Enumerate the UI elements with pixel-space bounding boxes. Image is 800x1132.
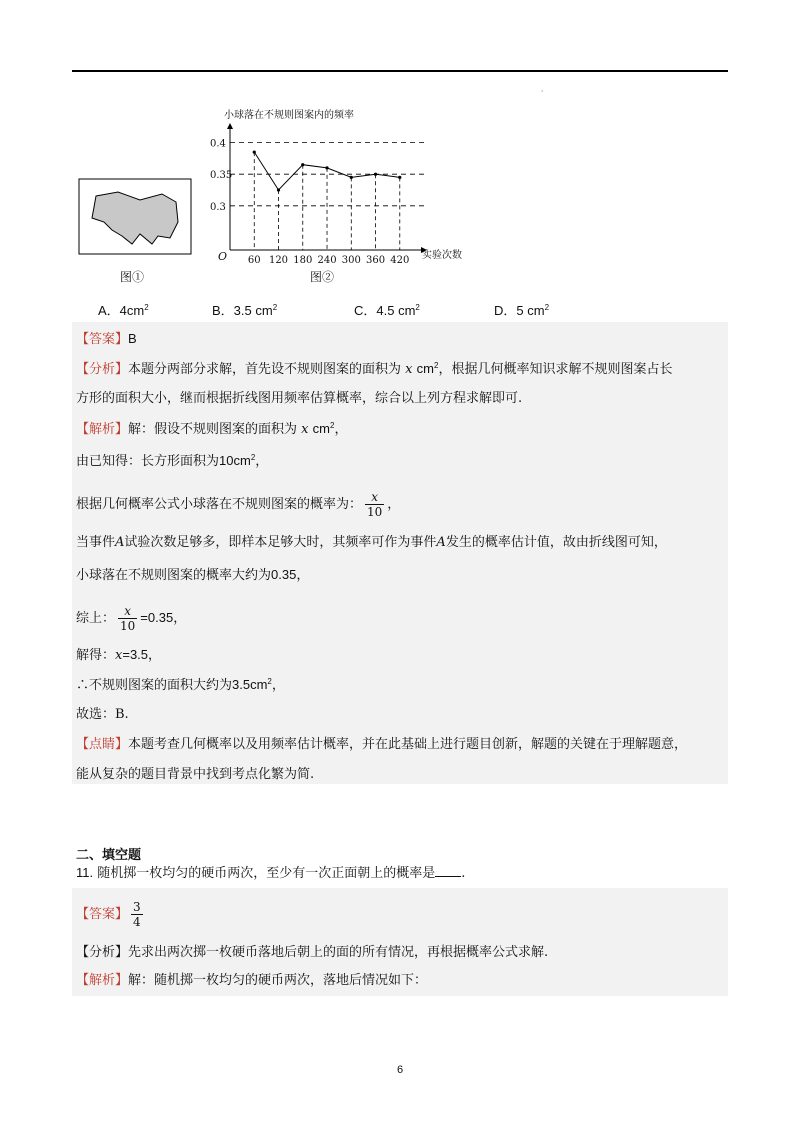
data-point-120 [277,188,280,191]
q10-comment-line-2: 能从复杂的题目背景中找到考点化繁为简. [76,767,315,782]
q10-solution-line-7: 解得：x=3.5， [76,647,162,663]
answer-choices [98,300,738,320]
q10-solution-line-2: 由已知得：长方形面积为$10cm^2$， [76,453,269,469]
figure-2-chart [196,100,462,275]
q11-question: 11. 随机掷一枚均匀的硬币两次，至少有一次正面朝上的概率是 . [76,865,466,881]
q10-solution-line-3: 根据几何概率公式小球落在不规则图案的概率为： $\frac{x}{10}$ ， [76,490,401,519]
grid-lines [230,143,426,206]
q11-analysis: 【分析】先求出两次掷一枚硬币落地后朝上的面的所有情况，再根据概率公式求解. [76,945,549,960]
y-tick-0.3: 0.3 [210,201,226,213]
q10-solution-line-9: 故选：B. [76,707,129,722]
data-point-240 [325,166,328,169]
y-tick-labels [210,139,232,213]
figure-1-caption: 图① [120,270,145,284]
header-rule [72,70,728,72]
answer-blank [435,864,461,877]
data-point-60 [253,151,256,154]
x-tick-180: 180 [293,255,313,266]
q10-solution-line-1: 【解析】解：假设不规则图案的面积为 x $cm^2$， [76,421,348,437]
x-tick-60: 60 [247,255,261,266]
origin-label: O [218,250,228,263]
x-tick-420: 420 [390,255,410,266]
page-number: 6 [396,1064,404,1076]
figure-2-caption: 图② [310,270,335,284]
y-tick-0.4: 0.4 [210,138,226,150]
q11-answer: 【答案】 $\frac{3}{4}$ [76,900,141,929]
y-tick-0.35: 0.35 [210,170,233,182]
data-point-360 [374,173,377,176]
x-tick-labels [248,255,409,266]
choice-a: A．$4cm^2$ [98,303,149,318]
choice-c: C．4.5 $cm^2$ [354,303,420,318]
choice-b: B．3.5 $cm^2$ [212,303,278,318]
q10-solution-line-6: 综上： $\frac{x}{10}$ =0.35， [76,604,187,633]
q10-analysis-line-2: 方形的面积大小，继而根据折线图用频率估算概率，综合以上列方程求解即可. [76,391,523,406]
q10-analysis-line-1: 【分析】本题分两部分求解，首先设不规则图案的面积为 x $cm^2$，根据几何概率知识求解不规则图案占长 [76,361,673,377]
x-tick-360: 360 [365,255,386,266]
choice-d: D．5 $cm^2$ [494,303,550,318]
section-title: 二、填空题 [76,848,142,863]
data-point-180 [301,163,304,166]
y-axis-label: 小球落在不规则图案内的频率 [224,110,354,121]
x-tick-300: 300 [341,255,361,266]
q11-solution: 【解析】解：随机掷一枚均匀的硬币两次，落地后情况如下： [76,973,428,988]
q10-solution-line-8: ∴不规则图案的面积大约为$3.5cm^2$， [76,677,285,693]
q10-solution-line-4: 当事件A试验次数足够多，即样本足够大时，其频率可作为事件A发生的概率估计值，故由折线图可知， [76,535,667,550]
x-axis-label: 实验次数 [422,250,462,261]
data-point-420 [398,176,401,179]
q10-solution-line-5: 小球落在不规则图案的概率大约为0.35， [76,567,310,583]
q10-comment-line-1: 【点睛】本题考查几何概率以及用频率估计概率，并在此基础上进行题目创新，解题的关键在于理解题意， [76,737,688,752]
fraction-3-over-4: $\frac{3}{4}$ [133,900,141,929]
x-tick-120: 120 [268,255,289,266]
fraction-x-over-10: $\frac{x}{10}$ [367,490,383,519]
header-mark: , [541,84,544,93]
figure-1-rectangle [78,178,192,255]
x-tick-240: 240 [317,255,337,266]
q10-answer: 【答案】B [76,331,137,347]
data-point-300 [350,176,353,179]
fraction-x-over-10-b: $\frac{x}{10}$ [120,604,136,633]
